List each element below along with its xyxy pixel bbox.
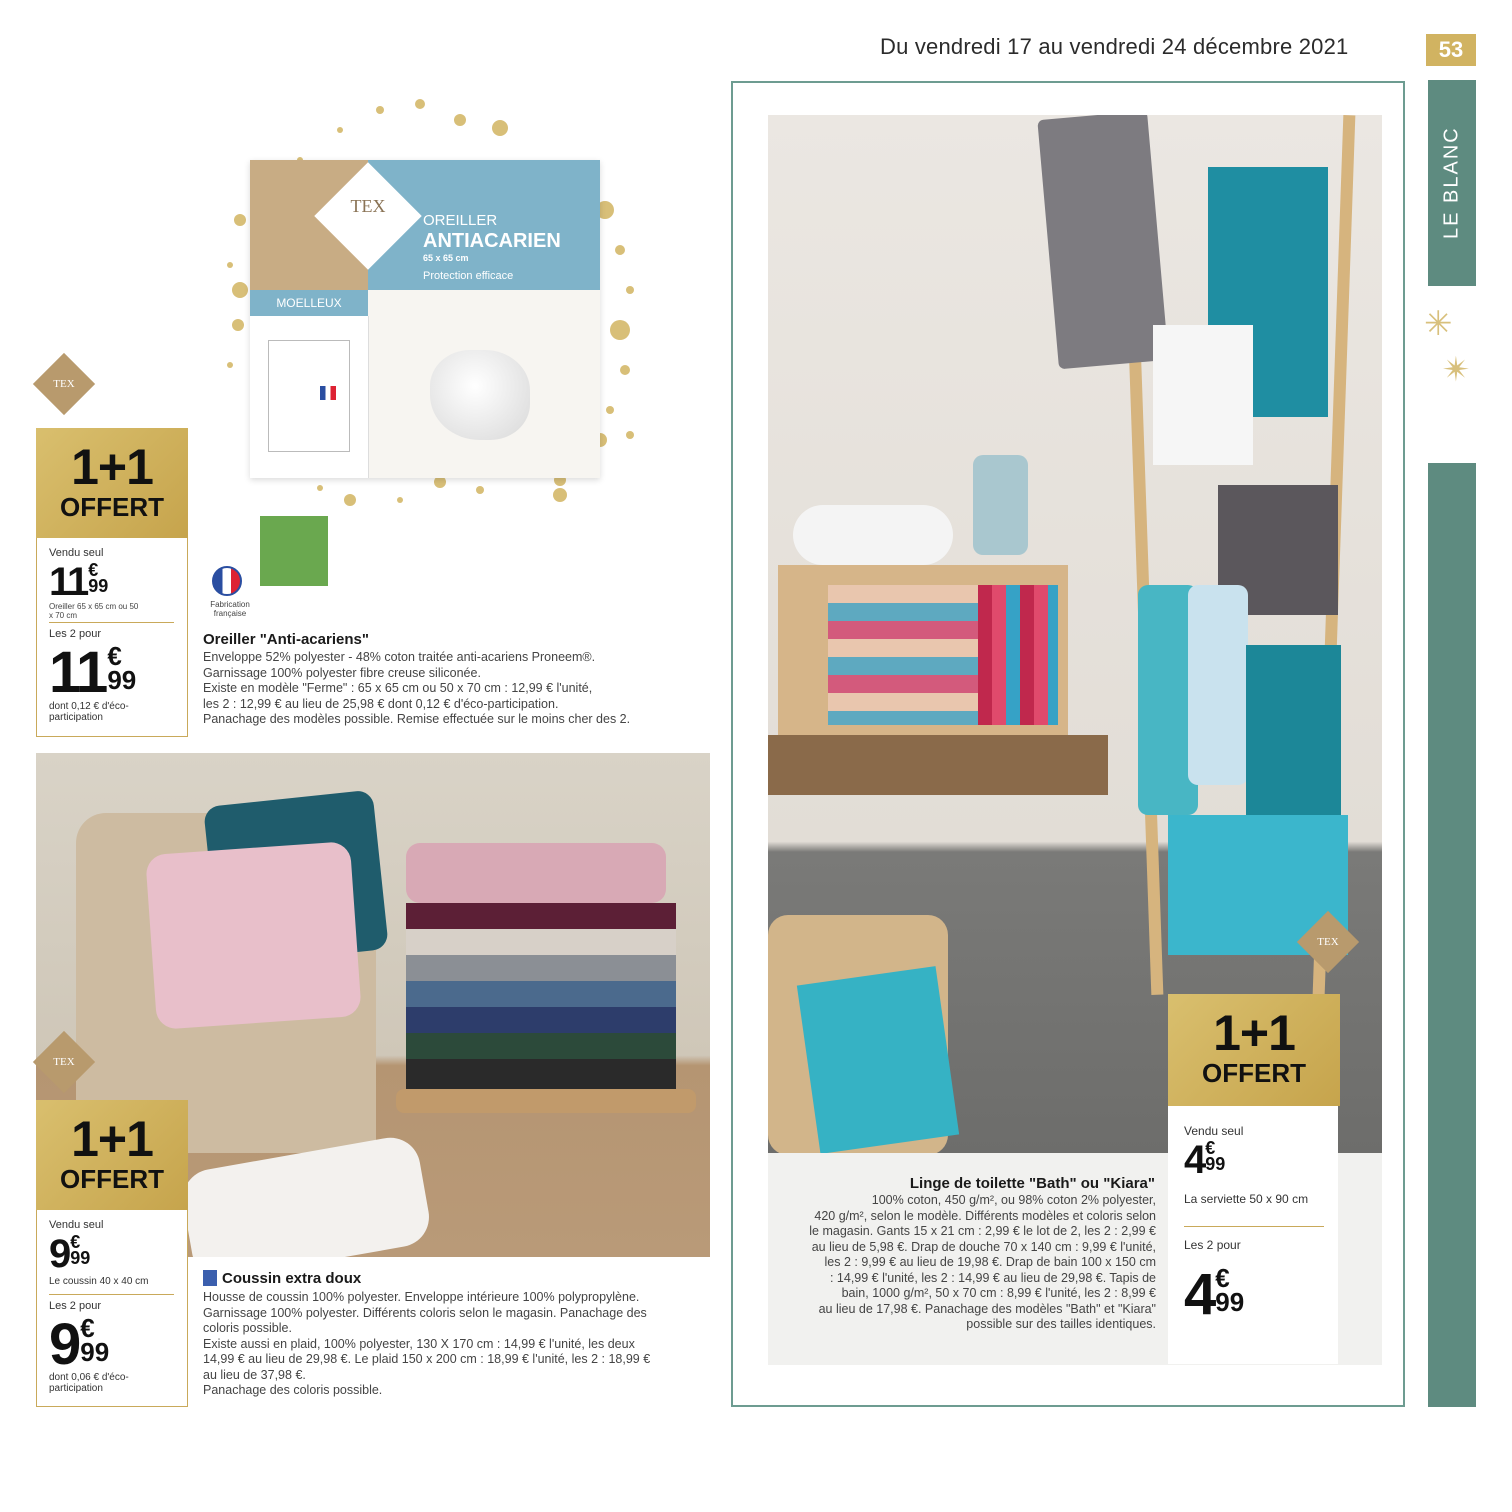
towel-description: 100% coton, 450 g/m², ou 98% coton 2% polyester, 420 g/m², selon le modèle. Différents modèles et coloris selon le magasin. Gants 15 x 21 cm : 2,99 € le lot de 2, les 2 : 2,99 € au lieu de 5,98 €. Drap de douche 70 x 140 cm : 9,99 € l'unité, les 2 : 9,99 € au lieu de 19,98 €. Drap de bain 100 x 150 cm : 14,99 € l'unité, les 2 : 14,99 € au lieu de 29,98 €. Tapis de bain, 1000 g/m², 50 x 70 cm : 8,99 € l'unité, les 2 : 8,99 € au lieu de 17,98 €. Panachage des modèles "Bath" et "Kiara" possible sur des tailles identiques.: [809, 1193, 1156, 1331]
offer-big: 1+1: [71, 439, 153, 495]
offer-badge: [36, 1100, 188, 1210]
pair-price: 11 € 99: [49, 640, 137, 705]
offer-small: OFFERT: [60, 492, 164, 522]
pair-label: Les 2 pour: [49, 628, 101, 640]
made-in-label: Fabrication française: [210, 600, 250, 618]
unit-price: 11 € 99: [49, 560, 109, 604]
eco-note: dont 0,12 € d'éco-participation: [49, 701, 129, 723]
sold-alone-label: Vendu seul: [49, 547, 104, 559]
pillow-price-card: [36, 538, 188, 737]
offer-small: OFFERT: [1202, 1058, 1306, 1088]
towel-title: Linge de toilette "Bath" ou "Kiara": [909, 1175, 1155, 1192]
pair-price: 9 € 99: [49, 1312, 110, 1377]
section-bar: [1428, 463, 1476, 1407]
package-info-panel: [268, 340, 350, 452]
section-title: LE BLANC: [1440, 126, 1463, 240]
unit-detail: Oreiller 65 x 65 cm ou 50 x 70 cm: [49, 602, 139, 620]
eco-note: dont 0,06 € d'éco-participation: [49, 1372, 129, 1394]
offer-big: 1+1: [1213, 1005, 1295, 1061]
pair-price: 4 € 99: [1184, 1262, 1245, 1327]
offer-big: 1+1: [71, 1111, 153, 1167]
towel-price-card: [1168, 1106, 1338, 1364]
pair-label: Les 2 pour: [1184, 1238, 1241, 1252]
package-tagline: Protection efficace: [423, 270, 514, 282]
tex-logo-text: TEX: [53, 378, 75, 390]
offer-small: OFFERT: [60, 1164, 164, 1194]
unit-detail: Le coussin 40 x 40 cm: [49, 1276, 149, 1287]
date-range: Du vendredi 17 au vendredi 24 décembre 2021: [880, 34, 1349, 59]
package-line2: ANTIACARIEN: [423, 230, 561, 252]
package-line1: OREILLER: [423, 212, 498, 229]
tex-logo-text: TEX: [1317, 936, 1339, 948]
sold-alone-label: Vendu seul: [1184, 1124, 1244, 1138]
package-brand: TEX: [350, 196, 386, 216]
unit-price: 9 € 99: [49, 1232, 91, 1276]
unit-price: 4 € 99: [1184, 1138, 1226, 1182]
cushion-description: Housse de coussin 100% polyester. Enveloppe intérieure 100% polypropylène. Garnissage 100% polyester. Différents coloris selon le magasin. Panachage des coloris possible. Existe aussi en plaid, 100% polyester, 130 X 170 cm : 14,99 € l'unité, les deux 14,99 € au lieu de 29,98 €. Le plaid 150 x 200 cm : 18,99 € l'unité, les 2 : 18,99 € au lieu de 37,98 €. Panachage des coloris possible.: [203, 1290, 651, 1397]
package-label: MOELLEUX: [276, 296, 342, 310]
pillow-package: [250, 160, 600, 478]
info-icon: [203, 1270, 217, 1286]
pillow-image: [430, 350, 530, 440]
star-icon: ✳: [1424, 305, 1453, 343]
cushion-price-card: [36, 1210, 188, 1407]
offer-badge: [36, 428, 188, 538]
flag-icon: [320, 386, 336, 400]
unit-detail: La serviette 50 x 90 cm: [1184, 1192, 1309, 1206]
tex-logo-text: TEX: [53, 1056, 75, 1068]
cushion-title: Coussin extra doux: [222, 1270, 362, 1287]
proneem-logo: [260, 516, 328, 586]
pair-label: Les 2 pour: [49, 1300, 101, 1312]
page-number: 53: [1426, 34, 1476, 66]
star-icon: ✴: [1442, 351, 1471, 389]
sold-alone-label: Vendu seul: [49, 1219, 104, 1231]
pillow-description: Enveloppe 52% polyester - 48% coton traitée anti-acariens Proneem®. Garnissage 100% polyester fibre creuse siliconée. Existe en modèle "Ferme" : 65 x 65 cm ou 50 x 70 cm : 12,99 € l'unité, les 2 : 12,99 € au lieu de 25,98 € dont 0,12 € d'éco-participation. Panachage des modèles possible. Remise effectuée sur le moins cher des 2.: [203, 650, 631, 726]
made-in-france-icon: [212, 566, 242, 596]
package-size: 65 x 65 cm: [423, 253, 469, 263]
pillow-title: Oreiller "Anti-acariens": [203, 631, 369, 648]
offer-badge: [1168, 994, 1340, 1106]
